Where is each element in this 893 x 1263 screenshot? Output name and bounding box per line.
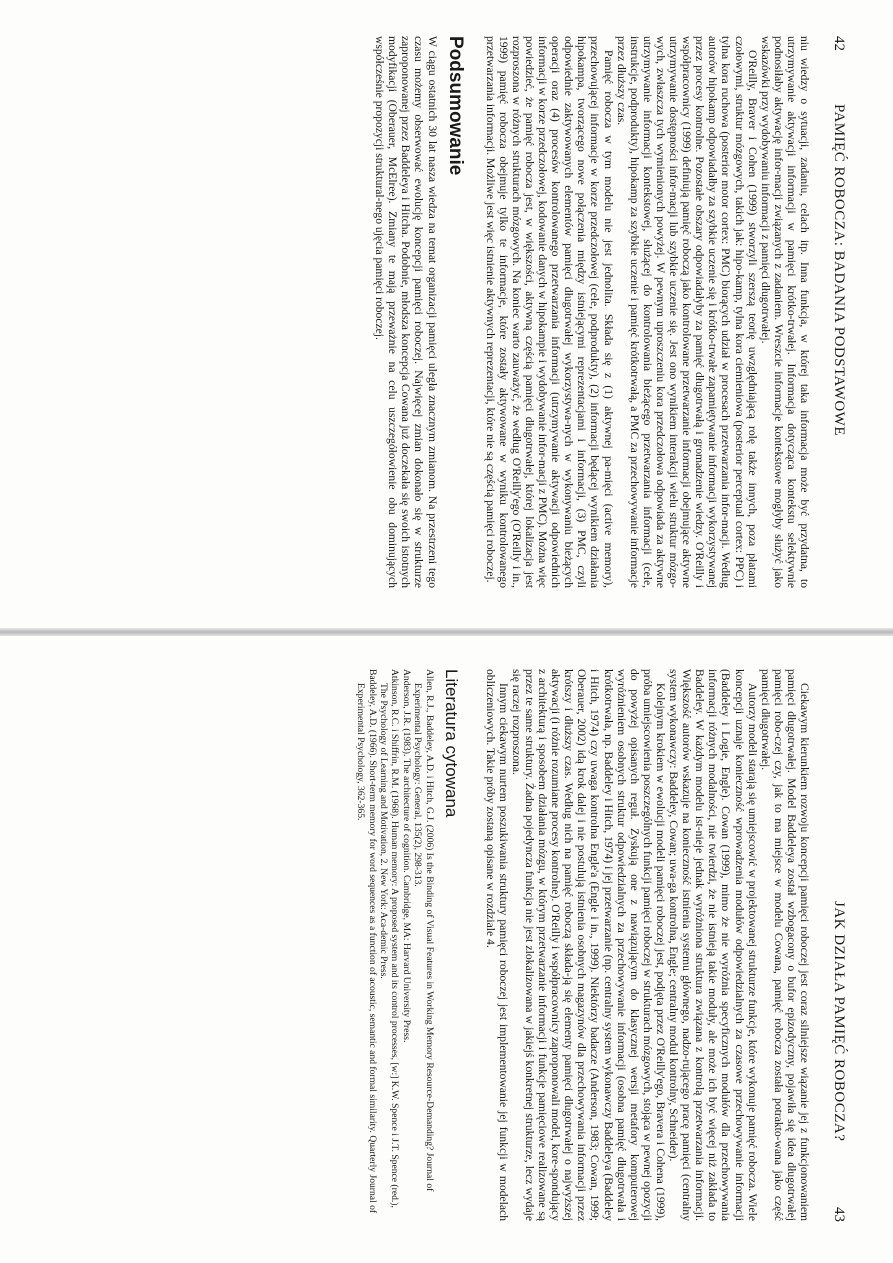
paragraph: Innym ciekawym nurtem poszukiwania struktury pamięci roboczej jest implementowanie jej funkcji w modelach obliczeniowych. Takie próby zostaną opisane w rozdziale 4. — [483, 669, 510, 1221]
reference-item: Allen, R.J., Baddeley, A.D. i Hitch, G.J. (2006) Is the Binding of Visual Features in Working Memory Resource-Demanding? Journal of Experimental Psychology: General, 135(2), 298-313. — [412, 669, 435, 1192]
references-title: Literatura cytowana — [441, 669, 461, 818]
reference-item: Anderson, J.R. (1983). The architecture of cognition. Cambridge, MA: Harvard University Press. — [400, 669, 412, 1043]
running-header: JAK DZIAŁA PAMIĘĆ ROBOCZA? — [831, 901, 847, 1142]
section-title: Podsumowanie — [444, 36, 466, 176]
left-page — [0, 0, 893, 630]
running-header: PAMIĘĆ ROBOCZA: BADANIA PODSTAWOWE — [831, 104, 847, 436]
references-list — [355, 669, 435, 1221]
paragraph: Ciekawym kierunkiem rozwoju koncepcji pamięci roboczej jest coraz silniejsze wiązanie jej z funkcjonowaniem pamięci długotrwałej. Model Baddeleya został wzbogacony o bufor epizodyczny, pojawiła się idea długotrwałej pamięci robo-czej czy, jak to ma miejsce w modelu Cowana, pamięć robocza została potrakto-wana jako część pamięci długotrwałej. — [758, 669, 811, 1221]
paragraph: niu wiedzy o sytuacji, zadaniu, celach itp. Inna funkcja, w której taka informacja może być przydatna, to utrzymywanie aktywacji informacji w pamięci krótko-trwałej. Informacja dotycząca kontekstu selektywnie podnosiłaby aktywację infor-macji związanych z zadaniem. Wreszcie informacje kontekstowe mogłyby służyć jako wskazówki przy wydobywaniu informacji z pamięci długotrwałej. — [758, 36, 811, 588]
reference-item: Baddeley, A.D. (1966). Short-term memory for word sequences as a function of acoustic, semantic and formal similarity. Quarterly Journal of Experimental Psychology, 362-365. — [355, 669, 378, 1214]
paragraph: W ciągu ostatnich 30 lat nasza wiedza na temat organizacji pamięci uległa znacznym zmianom. Na przestrzeni tego czasu możemy obserwować ewolucję koncepcji pamięci roboczej. Najwięcej zmian dokonało się w strukturze zaproponowanej przez Baddeleya i Hitcha. Podobnie, młodsza koncepcja Cowana już doczekała się swoich istotnych modyfikacji (Oberauer, McElree). Zmiany te mają przeważnie na celu uszczegółowienie obu dominujących współcześnie propozycji struktural-nego ujęcia pamięci roboczej. — [373, 36, 439, 588]
reference-item: Atkinson, R.C. i Shiffrin, R.M. (1968). Human memory: A proposed system and its control processes, [w:] K.W. Spence i J.T. Spence (red.), The Psychology of Learning and Motivation, 2. New York: Aca-demic Press. — [377, 669, 401, 1208]
left-page-body — [373, 36, 811, 588]
paragraph: Kolejnym krokiem w ewolucji modeli pamięci roboczej jest, podjęta przez O'Reilly'ego, Bravera i Cohena (1999), próba umiejscowienia poszczególnych funkcji pamięci roboczej w strukturach mózgowych, stojąca w pewnej opozycji do powyżej opisanych reguł. Zyskują one z nawiązującym do klasycznej wersji metafory komputerowej wyróżnieniem osobnych struktur odpowiedzialnych za przechowywanie informacji (osobna pamięć długotrwała i krótkotrwała, np. Baddeley i Hitch, 1974) i jej przetwarzanie (np. centralny system wykonawczy Baddeleya (Baddeley i Hitch, 1974) czy uwaga kontrolna Engle'a (Engle i in., 1999). Niektórzy badacze (Anderson, 1983; Cowan, 1999; Oberauer, 2002) idą krok dalej i nie postulują istnienia osobnych magazynów dla przechowywania informacji przez krótszy i dłuższy czas. Według nich na pamięć roboczą składa-ją się elementy pamięci długotrwałej o najwyższej aktywacji (i różnie rozumiane procesy kontrolne). O'Reilly i współpracownicy zaproponowali model, kore-spondujący z architekturą i sposobem działania mózgu, w którym przetwarzanie informacji i funkcje pamięciowe realizowane są przez te same struktury. Żadna pojedyncza funkcja nie jest zlokalizowana w jakiejś konkretnej strukturze, lecz wydaje się raczej rozproszona. — [509, 669, 667, 1221]
page-number: 42 — [831, 36, 847, 51]
right-page-body — [355, 669, 811, 1221]
paragraph: Autorzy modeli starają się umiejscowić w projektowanej strukturze funkcje, które wykonuje pamięć robocza. Wiele koncepcji uznaje konieczność wprowadzenia modułów odpowiedzialnych za czasowe przechowywanie informacji (Baddeley i Logie, Engle). Cowan (1999), mimo że nie wyróżnia specyficznych modułów dla przechowywania informacji różnych modalności, nie twierdzi, że nie istnieją takie moduły, ale może ich być więcej niż zakłada to Baddeley. W każdym modelu ist-nieje jednak wyróżniona struktura związana z kontrolą przetwarzania informacji. Większość autorów wskazuje na konieczność istnienia systemu głównego, nadzo-rującego pracę pamięci (centralny system wykonawczy: Baddeley, Cowan; uwa-ga kontrolna, Engle; centralny moduł kontrolny, Schneider). — [667, 669, 759, 1221]
paragraph: O'Reilly, Braver i Cohen (1999) stworzyli szerszą teorię uwzględniającą rolę także innych, poza płatami czołowymi, struktur mózgowych, takich jak: hipo-kamp, tylna kora ciemieniowa (posterior perceptual cortex: PPC) i tylna kora ruchowa (posterior motor cortex: PMC) biorących udział w procesach przetwarzania infor-macji. Według autorów hipokamp odpowiadałby za szybkie uczenie się i krótko-trwałe zapamiętywanie informacji wykorzystywanej przez procesy kontrolne. Pozostałe obszary odpowiadałyby za pamięć długotrwałą i gromadzenie wiedzy. O'Reilly i współpracownicy (1999) definiują pamięć roboczą jako kontrolowane przetwarzanie informacji obejmujące aktywne utrzymywanie dostępności infor-macji lub szybkie uczenie się. Jest ono wynikiem interakcji wielu struktur mózgo-wych, zwłaszcza tych wymienionych powyżej. W pewnym uproszczeniu kora przedczołowa odpowiada za aktywne utrzymywanie informacji kontekstowej, służącej do kontrolowania bieżącego przetwarzania informacji (cele, instrukcje, podprodukty), hipokamp za szybkie uczenie i pamięć krótkotrwałą, a PMC za przechowywanie informacje przez dłuższy czas. — [614, 36, 759, 588]
right-page — [0, 633, 893, 1263]
paragraph: Pamięć robocza w tym modelu nie jest jednolita. Składa się z (1) aktywnej pa-mięci (active memory), przechowującej informacje w korze przedczołowej (cele, podprodukty), (2) informacji będącej wynikiem działania hipokampa, tworzącego nowe połączenia między istniejącymi reprezentacjami i informacji, (3) PMC, czyli odpowiednie zaktywowanych elementów pamięci długotrwałej wykorzystywa-nych w wykonywaniu bieżących operacji oraz (4) procesów kontrolowanego przetwarzania informacji (utrzymywanie aktywacji odpowiednich informacji w korze przedczołowej, kodowanie danych w hipokampie i wydobywanie infor-macji z PMC). Można więc powiedzieć, że pamięć robocza jest, w większości, aktywną częścią pamięci długotrwałej, której lokalizacja jest rozproszona w różnych strukturach mózgowych. Na koniec warto zauważyć, że według O'Reilly'ego (O'Reilly i in., 1999) pamięć robocza obejmuje tylko te informacje, które zostały aktywowane w wyniku kontrolowanego przetwarzania informacji. Możliwe jest więc istnienie aktywnych reprezentacji, które nie są częścią pamięci roboczej. — [483, 36, 615, 588]
page-number: 43 — [831, 1207, 847, 1222]
